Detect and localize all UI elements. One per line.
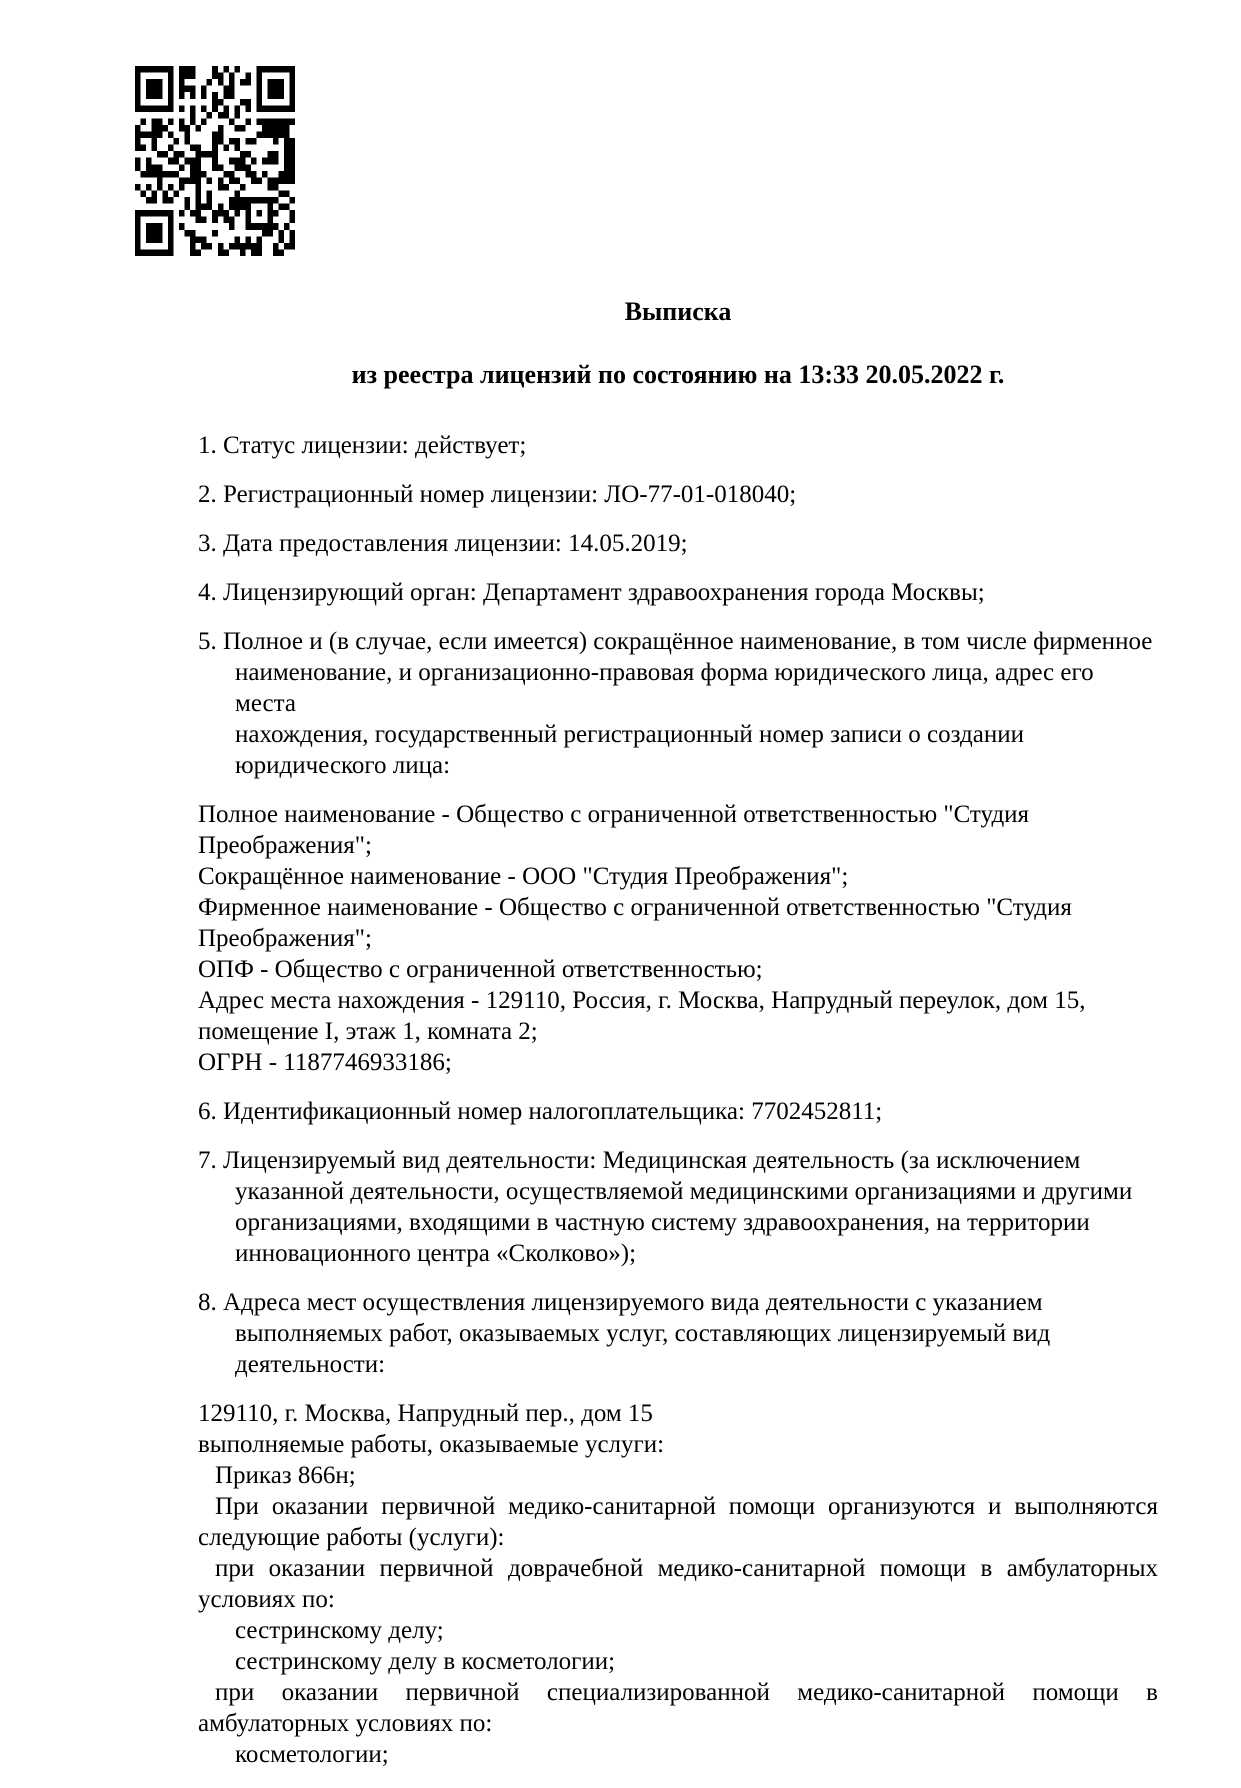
numbered-item	[198, 528, 1158, 559]
document-line: 1. Статус лицензии: действует;	[198, 432, 527, 459]
document-title: Выписка	[624, 297, 732, 326]
works-line: условиях по:	[198, 1586, 335, 1613]
text-block	[198, 799, 1158, 1078]
works-services-list	[198, 1460, 1158, 1770]
numbered-item	[198, 626, 1158, 781]
document-line: ОГРН - 1187746933186;	[198, 1049, 452, 1076]
document-line: инновационного центра «Сколково»);	[235, 1240, 637, 1267]
numbered-item	[198, 1145, 1158, 1269]
document-line: нахождения, государственный регистрационный номер записи о создании	[235, 721, 1024, 748]
document-line: 6. Идентификационный номер налогоплательщика: 7702452811;	[198, 1098, 883, 1125]
document-line: 3. Дата предоставления лицензии: 14.05.2019;	[198, 530, 688, 557]
document-line: Адрес места нахождения - 129110, Россия, г. Москва, Напрудный переулок, дом 15,	[198, 987, 1086, 1014]
works-line: косметологии;	[235, 1741, 389, 1768]
item-number: 1.	[198, 432, 223, 459]
item-number: 6.	[198, 1098, 223, 1125]
document-line: Фирменное наименование - Общество с ограниченной ответственностью "Студия	[198, 894, 1072, 921]
item-number: 8.	[198, 1289, 223, 1316]
qr-code-image	[135, 66, 295, 256]
numbered-item	[198, 430, 1158, 461]
item-number: 3.	[198, 530, 223, 557]
document-line: Полное наименование - Общество с ограниченной ответственностью "Студия	[198, 801, 1030, 828]
works-line: сестринскому делу в косметологии;	[235, 1648, 616, 1675]
document-line: Сокращённое наименование - ООО "Студия Преображения";	[198, 863, 849, 890]
document-line: 4. Лицензирующий орган: Департамент здравоохранения города Москвы;	[198, 579, 985, 606]
document-line: Преображения";	[198, 925, 372, 952]
document-line: 8. Адреса мест осуществления лицензируемого вида деятельности с указанием	[198, 1289, 1043, 1316]
works-line: Приказ 866н;	[215, 1462, 356, 1489]
document-line: помещение I, этаж 1, комната 2;	[198, 1018, 538, 1045]
works-line: при оказании первичной доврачебной медико-санитарной помощи в амбулаторных	[215, 1555, 1158, 1582]
license-extract-document	[198, 296, 1158, 1788]
document-subtitle: из реестра лицензий по состоянию на 13:33 20.05.2022 г.	[351, 360, 1005, 389]
qr-code	[135, 66, 295, 256]
document-body	[198, 430, 1158, 1770]
item-number: 4.	[198, 579, 223, 606]
document-line: указанной деятельности, осуществляемой медицинскими организациями и другими	[235, 1178, 1133, 1205]
numbered-item	[198, 479, 1158, 510]
document-line: 2. Регистрационный номер лицензии: ЛО-77-01-018040;	[198, 481, 797, 508]
document-line: ОПФ - Общество с ограниченной ответственностью;	[198, 956, 763, 983]
works-line: При оказании первичной медико-санитарной помощи организуются и выполняются	[215, 1493, 1158, 1520]
item-number: 7.	[198, 1147, 223, 1174]
document-line: 129110, г. Москва, Напрудный пер., дом 15	[198, 1400, 653, 1427]
document-line: 7. Лицензируемый вид деятельности: Медицинская деятельность (за исключением	[198, 1147, 1081, 1174]
document-line: Преображения";	[198, 832, 372, 859]
text-block	[198, 1398, 1158, 1460]
numbered-item	[198, 1096, 1158, 1127]
document-line: организациями, входящими в частную систему здравоохранения, на территории	[235, 1209, 1090, 1236]
document-line: юридического лица:	[235, 752, 451, 779]
document-line: 5. Полное и (в случае, если имеется) сокращённое наименование, в том числе фирменное	[198, 628, 1153, 655]
document-line: выполняемые работы, оказываемые услуги:	[198, 1431, 665, 1458]
works-line: амбулаторных условиях по:	[198, 1710, 493, 1737]
numbered-item	[198, 1287, 1158, 1380]
document-line: наименование, и организационно-правовая форма юридического лица, адрес его места	[235, 659, 1094, 717]
works-line: следующие работы (услуги):	[198, 1524, 505, 1551]
works-line: сестринскому делу;	[235, 1617, 444, 1644]
works-line: при оказании первичной специализированной медико-санитарной помощи в	[215, 1679, 1158, 1706]
document-line: выполняемых работ, оказываемых услуг, составляющих лицензируемый вид	[235, 1320, 1051, 1347]
numbered-item	[198, 577, 1158, 608]
item-number: 2.	[198, 481, 223, 508]
document-line: деятельности:	[235, 1351, 386, 1378]
item-number: 5.	[198, 628, 223, 655]
